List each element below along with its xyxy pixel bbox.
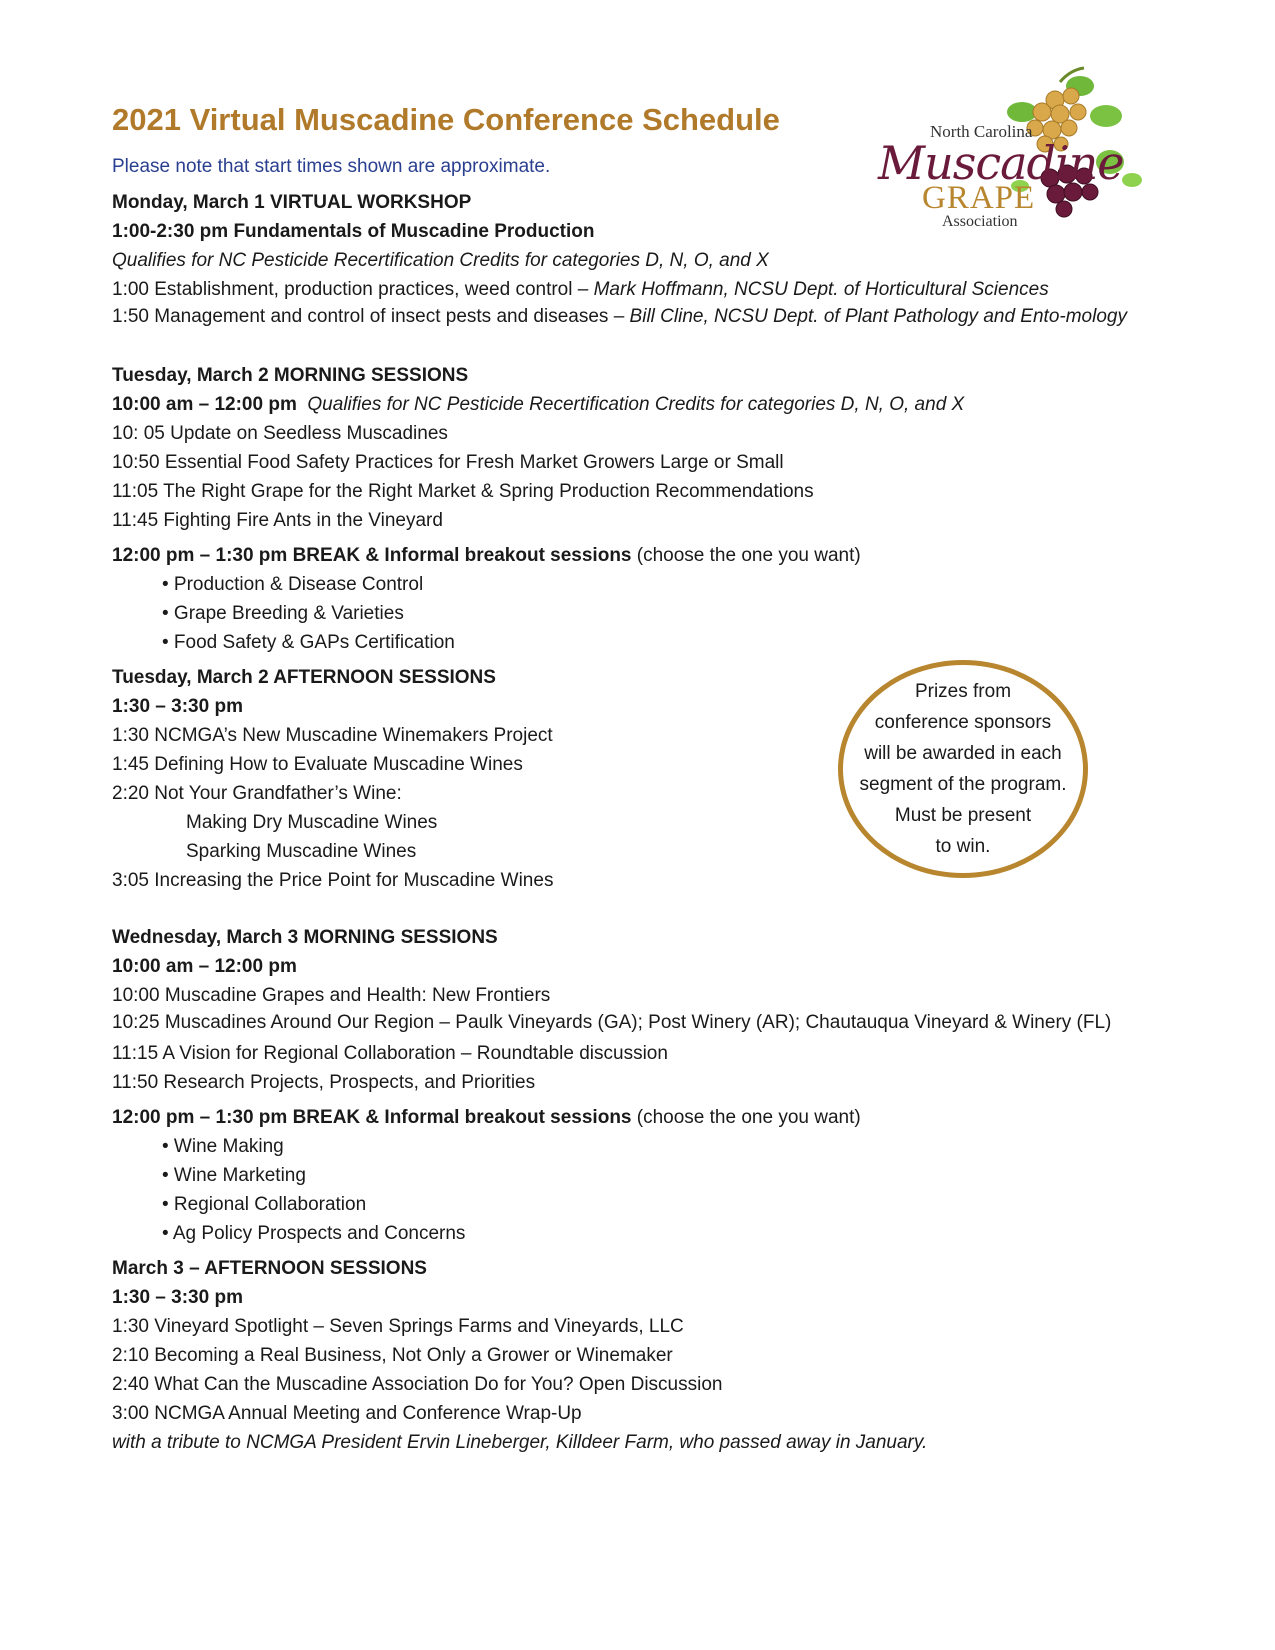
list-item: 11:15 A Vision for Regional Collaboration – Roundtable discussion [112,1043,668,1064]
wednesday-am-heading: Wednesday, March 3 MORNING SESSIONS [112,927,498,948]
tuesday-pm-heading: Tuesday, March 2 AFTERNOON SESSIONS [112,667,496,688]
breakout-item: • Food Safety & GAPs Certification [162,632,455,653]
list-item: 11:45 Fighting Fire Ants in the Vineyard [112,510,443,531]
logo-association: Association [942,213,1018,230]
monday-heading: Monday, March 1 VIRTUAL WORKSHOP [112,192,472,213]
monday-credits: Qualifies for NC Pesticide Recertification Credits for categories D, N, O, and X [112,250,769,271]
prizes-callout [838,660,1088,878]
logo-muscadine: Muscadine [878,136,1124,190]
list-item: 10: 05 Update on Seedless Muscadines [112,423,448,444]
list-item: 11:05 The Right Grape for the Right Market & Spring Production Recommendations [112,481,814,502]
breakout-item: • Regional Collaboration [162,1194,367,1215]
tuesday-am-heading: Tuesday, March 2 MORNING SESSIONS [112,365,469,386]
wednesday-pm-time: 1:30 – 3:30 pm [112,1287,243,1308]
list-item: 1:50 Management and control of insect pests and diseases – Bill Cline, NCSU Dept. of Plant Pathology and Ento-mology [112,306,1127,327]
sub-item: Sparking Muscadine Wines [186,841,417,862]
list-item: 1:00 Establishment, production practices, weed control – Mark Hoffmann, NCSU Dept. of Horticultural Sciences [112,279,1049,300]
list-item: 10:25 Muscadines Around Our Region – Paulk Vineyards (GA); Post Winery (AR); Chautauqua Vineyard & Winery (FL) [112,1012,1112,1033]
tuesday-break: 12:00 pm – 1:30 pm BREAK & Informal breakout sessions (choose the one you want) [112,545,861,566]
list-item: 2:20 Not Your Grandfather’s Wine: [112,783,402,804]
list-item: 2:10 Becoming a Real Business, Not Only a Grower or Winemaker [112,1345,673,1366]
list-item: 10:00 Muscadine Grapes and Health: New Frontiers [112,985,551,1006]
breakout-item: • Wine Marketing [162,1165,306,1186]
wednesday-break: 12:00 pm – 1:30 pm BREAK & Informal breakout sessions (choose the one you want) [112,1107,861,1128]
page-title: 2021 Virtual Muscadine Conference Schedule [112,102,780,137]
breakout-item: • Ag Policy Prospects and Concerns [162,1223,466,1244]
breakout-item: • Grape Breeding & Varieties [162,603,404,624]
list-item: 10:50 Essential Food Safety Practices for Fresh Market Growers Large or Small [112,452,784,473]
list-item: 3:00 NCMGA Annual Meeting and Conference Wrap-Up [112,1403,582,1424]
breakout-item: • Production & Disease Control [162,574,424,595]
wednesday-pm-heading: March 3 – AFTERNOON SESSIONS [112,1258,427,1279]
list-item: 2:40 What Can the Muscadine Association Do for You? Open Discussion [112,1374,723,1395]
list-item: 11:50 Research Projects, Prospects, and Priorities [112,1072,536,1093]
logo-state: North Carolina [930,122,1033,141]
tribute-note: with a tribute to NCMGA President Ervin Lineberger, Killdeer Farm, who passed away in January. [112,1432,928,1453]
sub-item: Making Dry Muscadine Wines [186,812,438,833]
tuesday-pm-time: 1:30 – 3:30 pm [112,696,243,717]
list-item: 1:30 NCMGA’s New Muscadine Winemakers Project [112,725,553,746]
prizes-text: Prizes from conference sponsors will be awarded in each segment of the program. Must be present to win. [859,681,1067,857]
list-item: 1:45 Defining How to Evaluate Muscadine Wines [112,754,523,775]
approximate-times-note: Please note that start times shown are approximate. [112,156,551,177]
list-item: 1:30 Vineyard Spotlight – Seven Springs Farms and Vineyards, LLC [112,1316,684,1337]
wednesday-am-time: 10:00 am – 12:00 pm [112,956,297,977]
list-item: 3:05 Increasing the Price Point for Muscadine Wines [112,870,554,891]
monday-session: 1:00-2:30 pm Fundamentals of Muscadine Production [112,221,595,242]
breakout-item: • Wine Making [162,1136,284,1157]
tuesday-am-time: 10:00 am – 12:00 pm Qualifies for NC Pesticide Recertification Credits for categories D, N, O, and X [112,394,965,415]
logo-grape: GRAPE [922,180,1036,216]
